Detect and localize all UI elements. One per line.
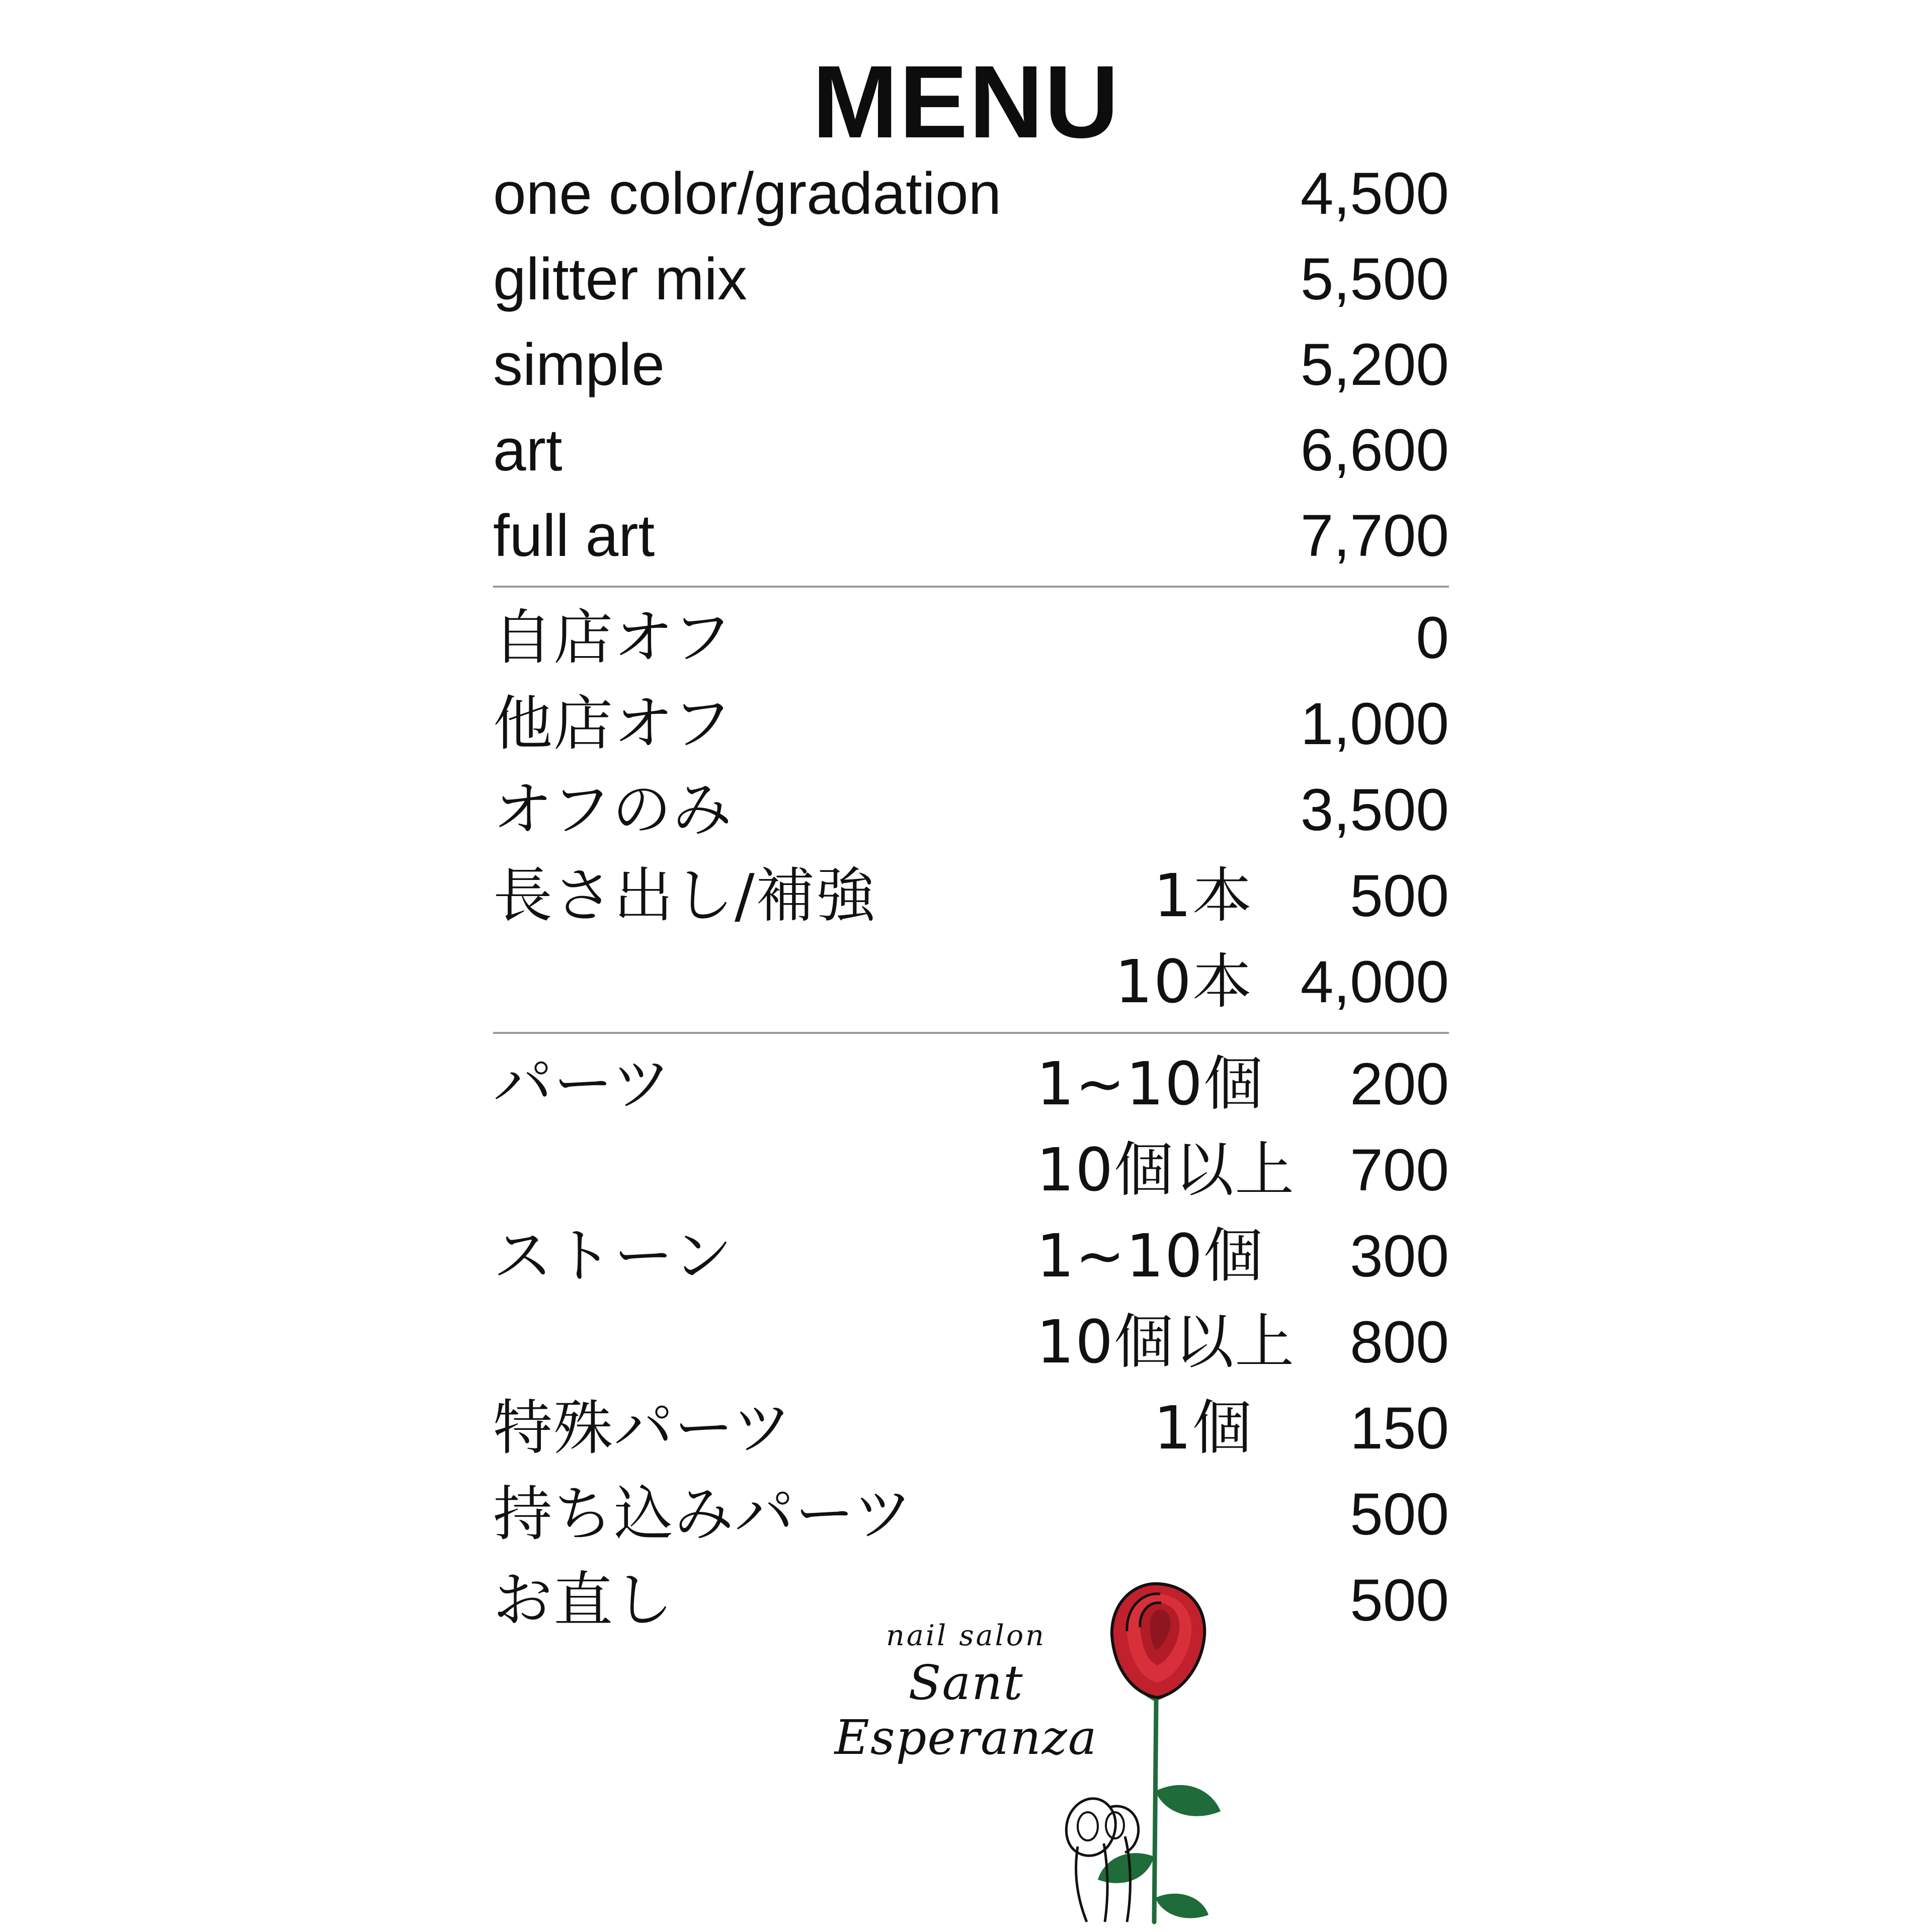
item-price: 700 — [1350, 1137, 1449, 1203]
item-label: 長さ出し/補強 — [493, 861, 876, 930]
table-row — [493, 939, 1449, 1033]
item-price: 0 — [1416, 605, 1449, 671]
table-row — [493, 408, 1449, 493]
item-label: one color/gradation — [493, 160, 1002, 227]
item-label: 特殊パーツ — [493, 1393, 793, 1463]
item-qty: 1~10個 — [1036, 1221, 1264, 1291]
item-price: 300 — [1350, 1223, 1449, 1290]
table-row — [493, 493, 1449, 587]
item-price: 500 — [1350, 863, 1449, 929]
item-qty: 1~10個 — [1036, 1049, 1264, 1118]
item-qty: 1本 — [1153, 861, 1253, 930]
item-price: 4,500 — [1300, 160, 1449, 227]
table-row — [493, 767, 1449, 853]
item-qty — [1036, 493, 1253, 587]
rose-with-hand-icon — [1052, 1575, 1263, 1927]
item-price: 200 — [1350, 1051, 1449, 1117]
item-label: 他店オフ — [493, 689, 733, 758]
item-price: 150 — [1350, 1395, 1449, 1462]
item-qty: 1個 — [1153, 1393, 1253, 1463]
item-price: 4,000 — [1253, 939, 1449, 1033]
item-label: オフのみ — [493, 775, 733, 844]
item-qty — [1036, 151, 1253, 236]
logo-name: Sant Esperanza — [834, 1655, 1098, 1765]
item-price: 6,600 — [1300, 417, 1449, 484]
item-qty — [1036, 408, 1253, 493]
item-label: パーツ — [493, 1049, 672, 1118]
item-price: 7,700 — [1253, 493, 1449, 587]
table-row — [493, 1033, 1449, 1127]
table-row — [493, 151, 1449, 236]
price-table — [493, 151, 1449, 1643]
table-row — [493, 1299, 1449, 1385]
item-label: 自店オフ — [493, 603, 733, 672]
table-row — [493, 1127, 1449, 1213]
item-qty — [1036, 767, 1253, 853]
item-price: 3,500 — [1300, 777, 1449, 843]
table-row — [493, 587, 1449, 681]
item-qty: 10個以上 — [1036, 1135, 1296, 1204]
table-row — [493, 1213, 1449, 1299]
table-row — [493, 322, 1449, 408]
item-qty — [1036, 236, 1253, 322]
item-price: 500 — [1350, 1481, 1449, 1548]
item-qty — [1036, 587, 1253, 681]
item-label: お直し — [493, 1565, 675, 1635]
item-label: simple — [493, 332, 665, 398]
page-title: MENU — [812, 44, 1120, 159]
logo-tagline: nail salon — [886, 1619, 1046, 1652]
price-list — [493, 151, 1449, 1643]
item-qty — [1036, 1471, 1253, 1557]
item-qty — [1036, 681, 1253, 767]
table-row — [493, 681, 1449, 767]
table-row — [493, 853, 1449, 939]
table-row — [493, 1385, 1449, 1471]
item-label — [493, 939, 1036, 1033]
item-qty: 10個以上 — [1036, 1307, 1296, 1377]
item-label: 持ち込みパーツ — [493, 1479, 914, 1549]
item-price: 5,500 — [1300, 246, 1449, 312]
salon-logo — [810, 1575, 1263, 1927]
item-label: art — [493, 417, 562, 484]
item-label: full art — [493, 493, 1036, 587]
item-label: glitter mix — [493, 246, 747, 312]
item-qty: 10本 — [1036, 939, 1253, 1033]
item-price: 5,200 — [1300, 332, 1449, 398]
item-price: 800 — [1350, 1309, 1449, 1376]
item-qty — [1036, 322, 1253, 408]
item-price: 500 — [1350, 1567, 1449, 1634]
table-row — [493, 236, 1449, 322]
item-price: 1,000 — [1300, 691, 1449, 757]
item-label: ストーン — [493, 1221, 734, 1291]
table-row — [493, 1471, 1449, 1557]
item-label — [493, 1299, 1036, 1385]
item-label — [493, 1127, 1036, 1213]
